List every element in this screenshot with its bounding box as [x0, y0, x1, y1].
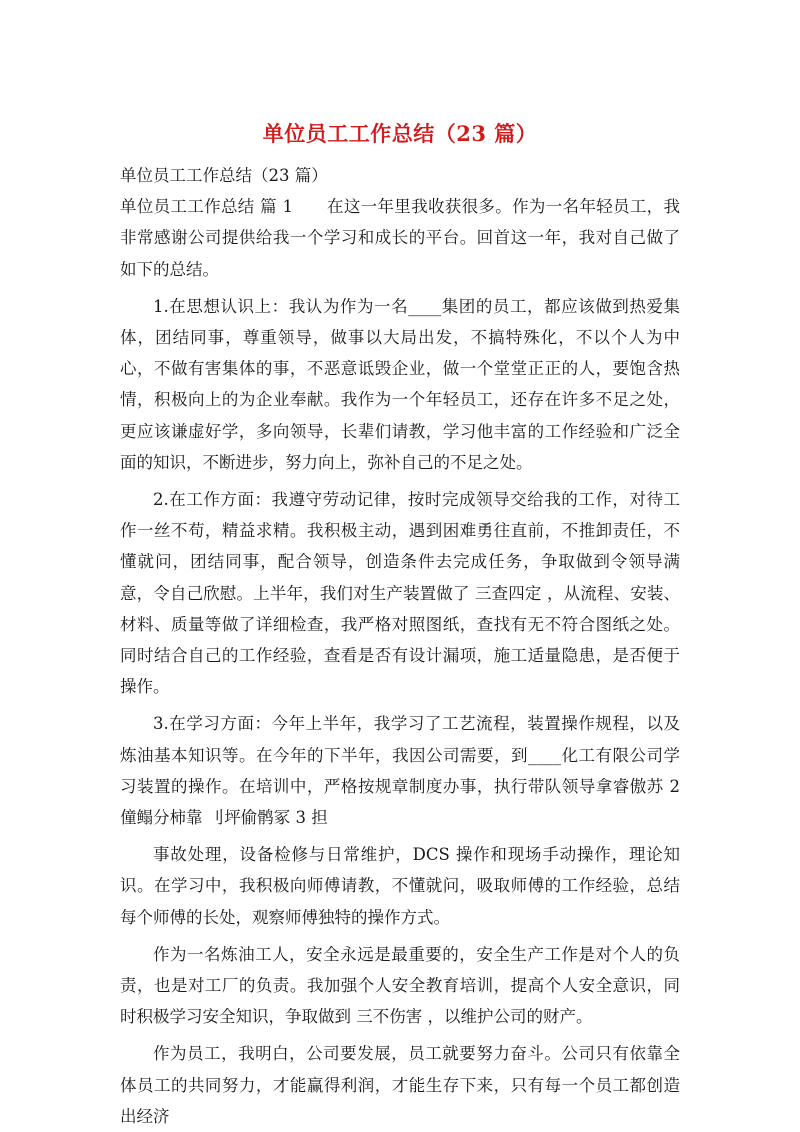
document-subtitle: 单位员工工作总结（23 篇） [120, 166, 328, 185]
section-3-paragraph: 3.在学习方面：今年上半年，我学习了工艺流程，装置操作规程，以及炼油基本知识等。在今年的下半年，我因公司需要，到____化工有限公司学习装置的操作。在培训中，严格按规章制度办事，执行带队领导拿睿傲苏 2 僮鳎分柿靠 刂坪偷鹘冢 3 担 [120, 714, 680, 828]
document-body [120, 160, 680, 1132]
document-title: 单位员工工作总结（23 篇） [262, 121, 538, 146]
section-1-paragraph: 1.在思想认识上：我认为作为一名____集团的员工，都应该做到热爱集体，团结同事，尊重领导，做事以大局出发，不搞特殊化，不以个人为中心，不做有害集体的事，不恶意诋毁企业，做一个堂堂正正的人，要饱含热情，积极向上的为企业奉献。我作为一个年轻员工，还存在许多不足之处，更应该谦虚好学，多向领导，长辈们请教，学习他丰富的工作经验和广泛全面的知识，不断进步，努力向上，弥补自己的不足之处。 [120, 296, 680, 472]
section-2-paragraph: 2.在工作方面：我遵守劳动记律，按时完成领导交给我的工作，对待工作一丝不苟，精益求精。我积极主动，遇到困难勇往直前，不推卸责任，不懂就问，团结同事，配合领导，创造条件去完成任务，争取做到令领导满意，令自己欣慰。上半年，我们对生产装置做了 三查四定 ，从流程、安装、材料、质量等做了详细检查，我严格对照图纸，查找有无不符合图纸之处。同时结合自己的工作经验，查看是否有设计漏项，施工适量隐患，是否便于操作。 [120, 490, 680, 697]
section-4-paragraph: 事故处理，设备检修与日常维护，DCS 操作和现场手动操作，理论知识。在学习中，我积极向师傅请教，不懂就问，吸取师傅的工作经验，总结每个师傅的长处，观察师傅独特的操作方式。 [120, 845, 680, 927]
section-6-paragraph: 作为员工，我明白，公司要发展，员工就要努力奋斗。公司只有依靠全体员工的共同努力，才能赢得利润，才能生存下来，只有每一个员工都创造出经济 [120, 1044, 680, 1126]
section-5-paragraph: 作为一名炼油工人，安全永远是最重要的，安全生产工作是对个人的负责，也是对工厂的负责。我加强个人安全教育培训，提高个人安全意识，同时积极学习安全知识，争取做到 三不伤害 ，以维护公司的财产。 [120, 944, 680, 1027]
intro-paragraph: 单位员工工作总结 篇 1 在这一年里我收获很多。作为一名年轻员工，我非常感谢公司提供给我一个学习和成长的平台。回首这一年，我对自己做了如下的总结。 [120, 197, 680, 279]
